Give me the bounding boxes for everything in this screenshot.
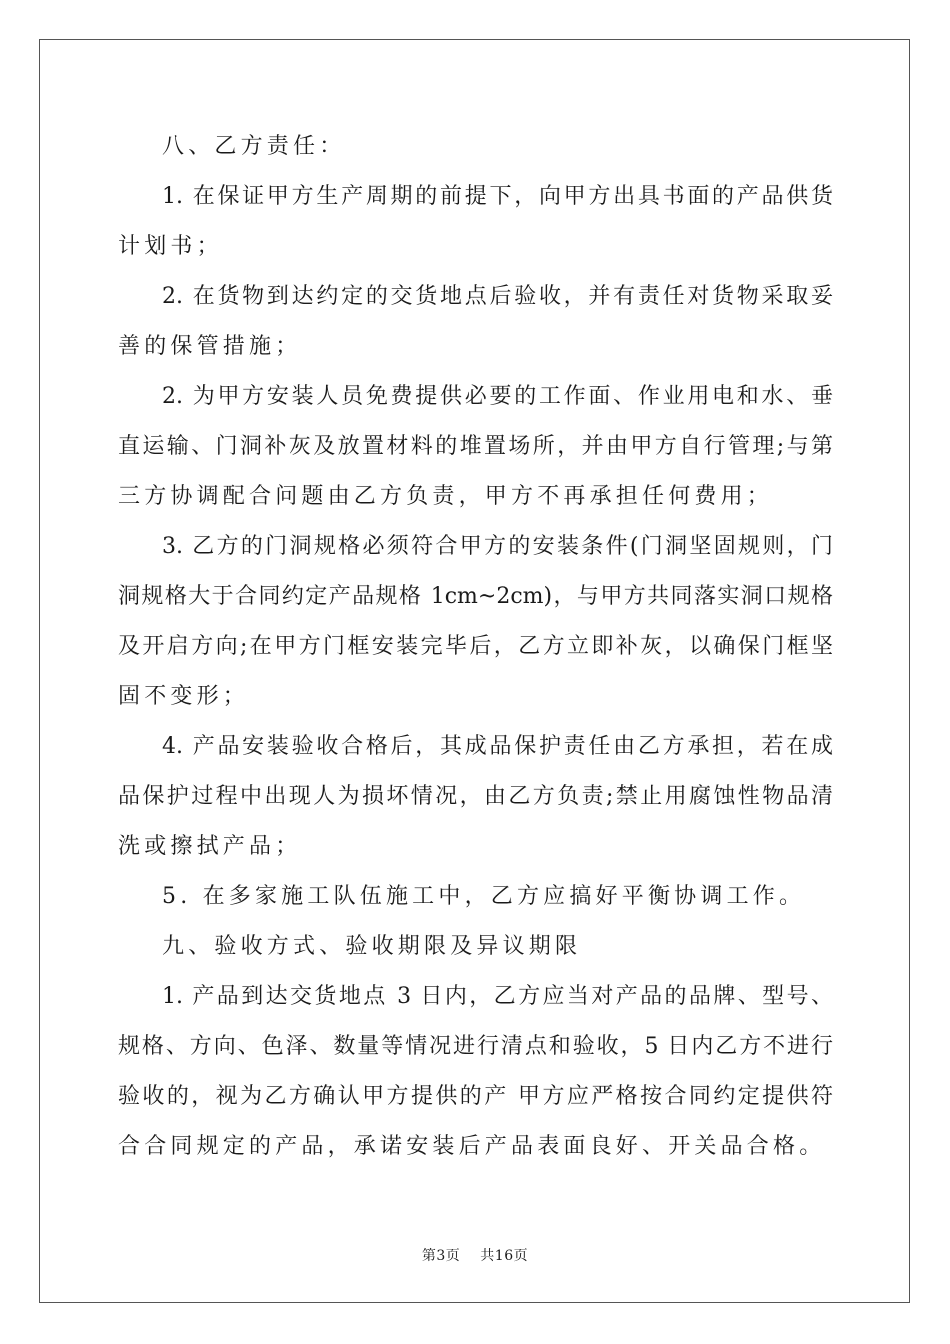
paragraph-line: 4. 产品安装验收合格后，其成品保护责任由乙方承担，若在成 bbox=[162, 734, 833, 759]
paragraph-line: 合合同规定的产品，承诺安装后产品表面良好、开关品合格。 bbox=[118, 1134, 826, 1159]
paragraph-line: 固不变形； bbox=[118, 684, 250, 709]
page-number-current: 第3页 bbox=[421, 1248, 461, 1264]
paragraph-line: 1. 在保证甲方生产周期的前提下，向甲方出具书面的产品供货 bbox=[162, 184, 833, 209]
paragraph-line: 直运输、门洞补灰及放置材料的堆置场所，并由甲方自行管理;与第 bbox=[118, 434, 833, 459]
paragraph-line: 及开启方向;在甲方门框安装完毕后，乙方立即补灰，以确保门框坚 bbox=[118, 634, 833, 659]
page-footer bbox=[0, 1245, 950, 1265]
paragraph-line: 2. 在货物到达约定的交货地点后验收，并有责任对货物采取妥 bbox=[162, 284, 833, 309]
paragraph-line: 善的保管措施； bbox=[118, 334, 302, 359]
document-body bbox=[118, 122, 833, 1172]
paragraph-line: 5. 在多家施工队伍施工中，乙方应搞好平衡协调工作。 bbox=[162, 884, 806, 909]
paragraph-line: 验收的，视为乙方确认甲方提供的产 甲方应严格按合同约定提供符 bbox=[118, 1084, 833, 1109]
paragraph-line: 规格、方向、色泽、数量等情况进行清点和验收，5 日内乙方不进行 bbox=[118, 1034, 833, 1059]
paragraph-line: 2. 为甲方安装人员免费提供必要的工作面、作业用电和水、垂 bbox=[162, 384, 833, 409]
paragraph-line: 品保护过程中出现人为损坏情况，由乙方负责;禁止用腐蚀性物品清 bbox=[118, 784, 833, 809]
section-heading-party-b-duties: 八、乙方责任： bbox=[162, 134, 346, 159]
paragraph-line: 三方协调配合问题由乙方负责，甲方不再承担任何费用； bbox=[118, 484, 774, 509]
paragraph-line: 3. 乙方的门洞规格必须符合甲方的安装条件(门洞坚固规则，门 bbox=[162, 534, 833, 559]
paragraph-line: 1. 产品到达交货地点 3 日内，乙方应当对产品的品牌、型号、 bbox=[162, 984, 833, 1009]
paragraph-line: 计划书； bbox=[118, 234, 223, 259]
section-heading-acceptance: 九、验收方式、验收期限及异议期限 bbox=[162, 934, 582, 959]
paragraph-line: 洞规格大于合同约定产品规格 1cm~2cm)，与甲方共同落实洞口规格 bbox=[118, 584, 833, 609]
page-number-total: 共16页 bbox=[480, 1248, 529, 1264]
paragraph-line: 洗或擦拭产品； bbox=[118, 834, 302, 859]
